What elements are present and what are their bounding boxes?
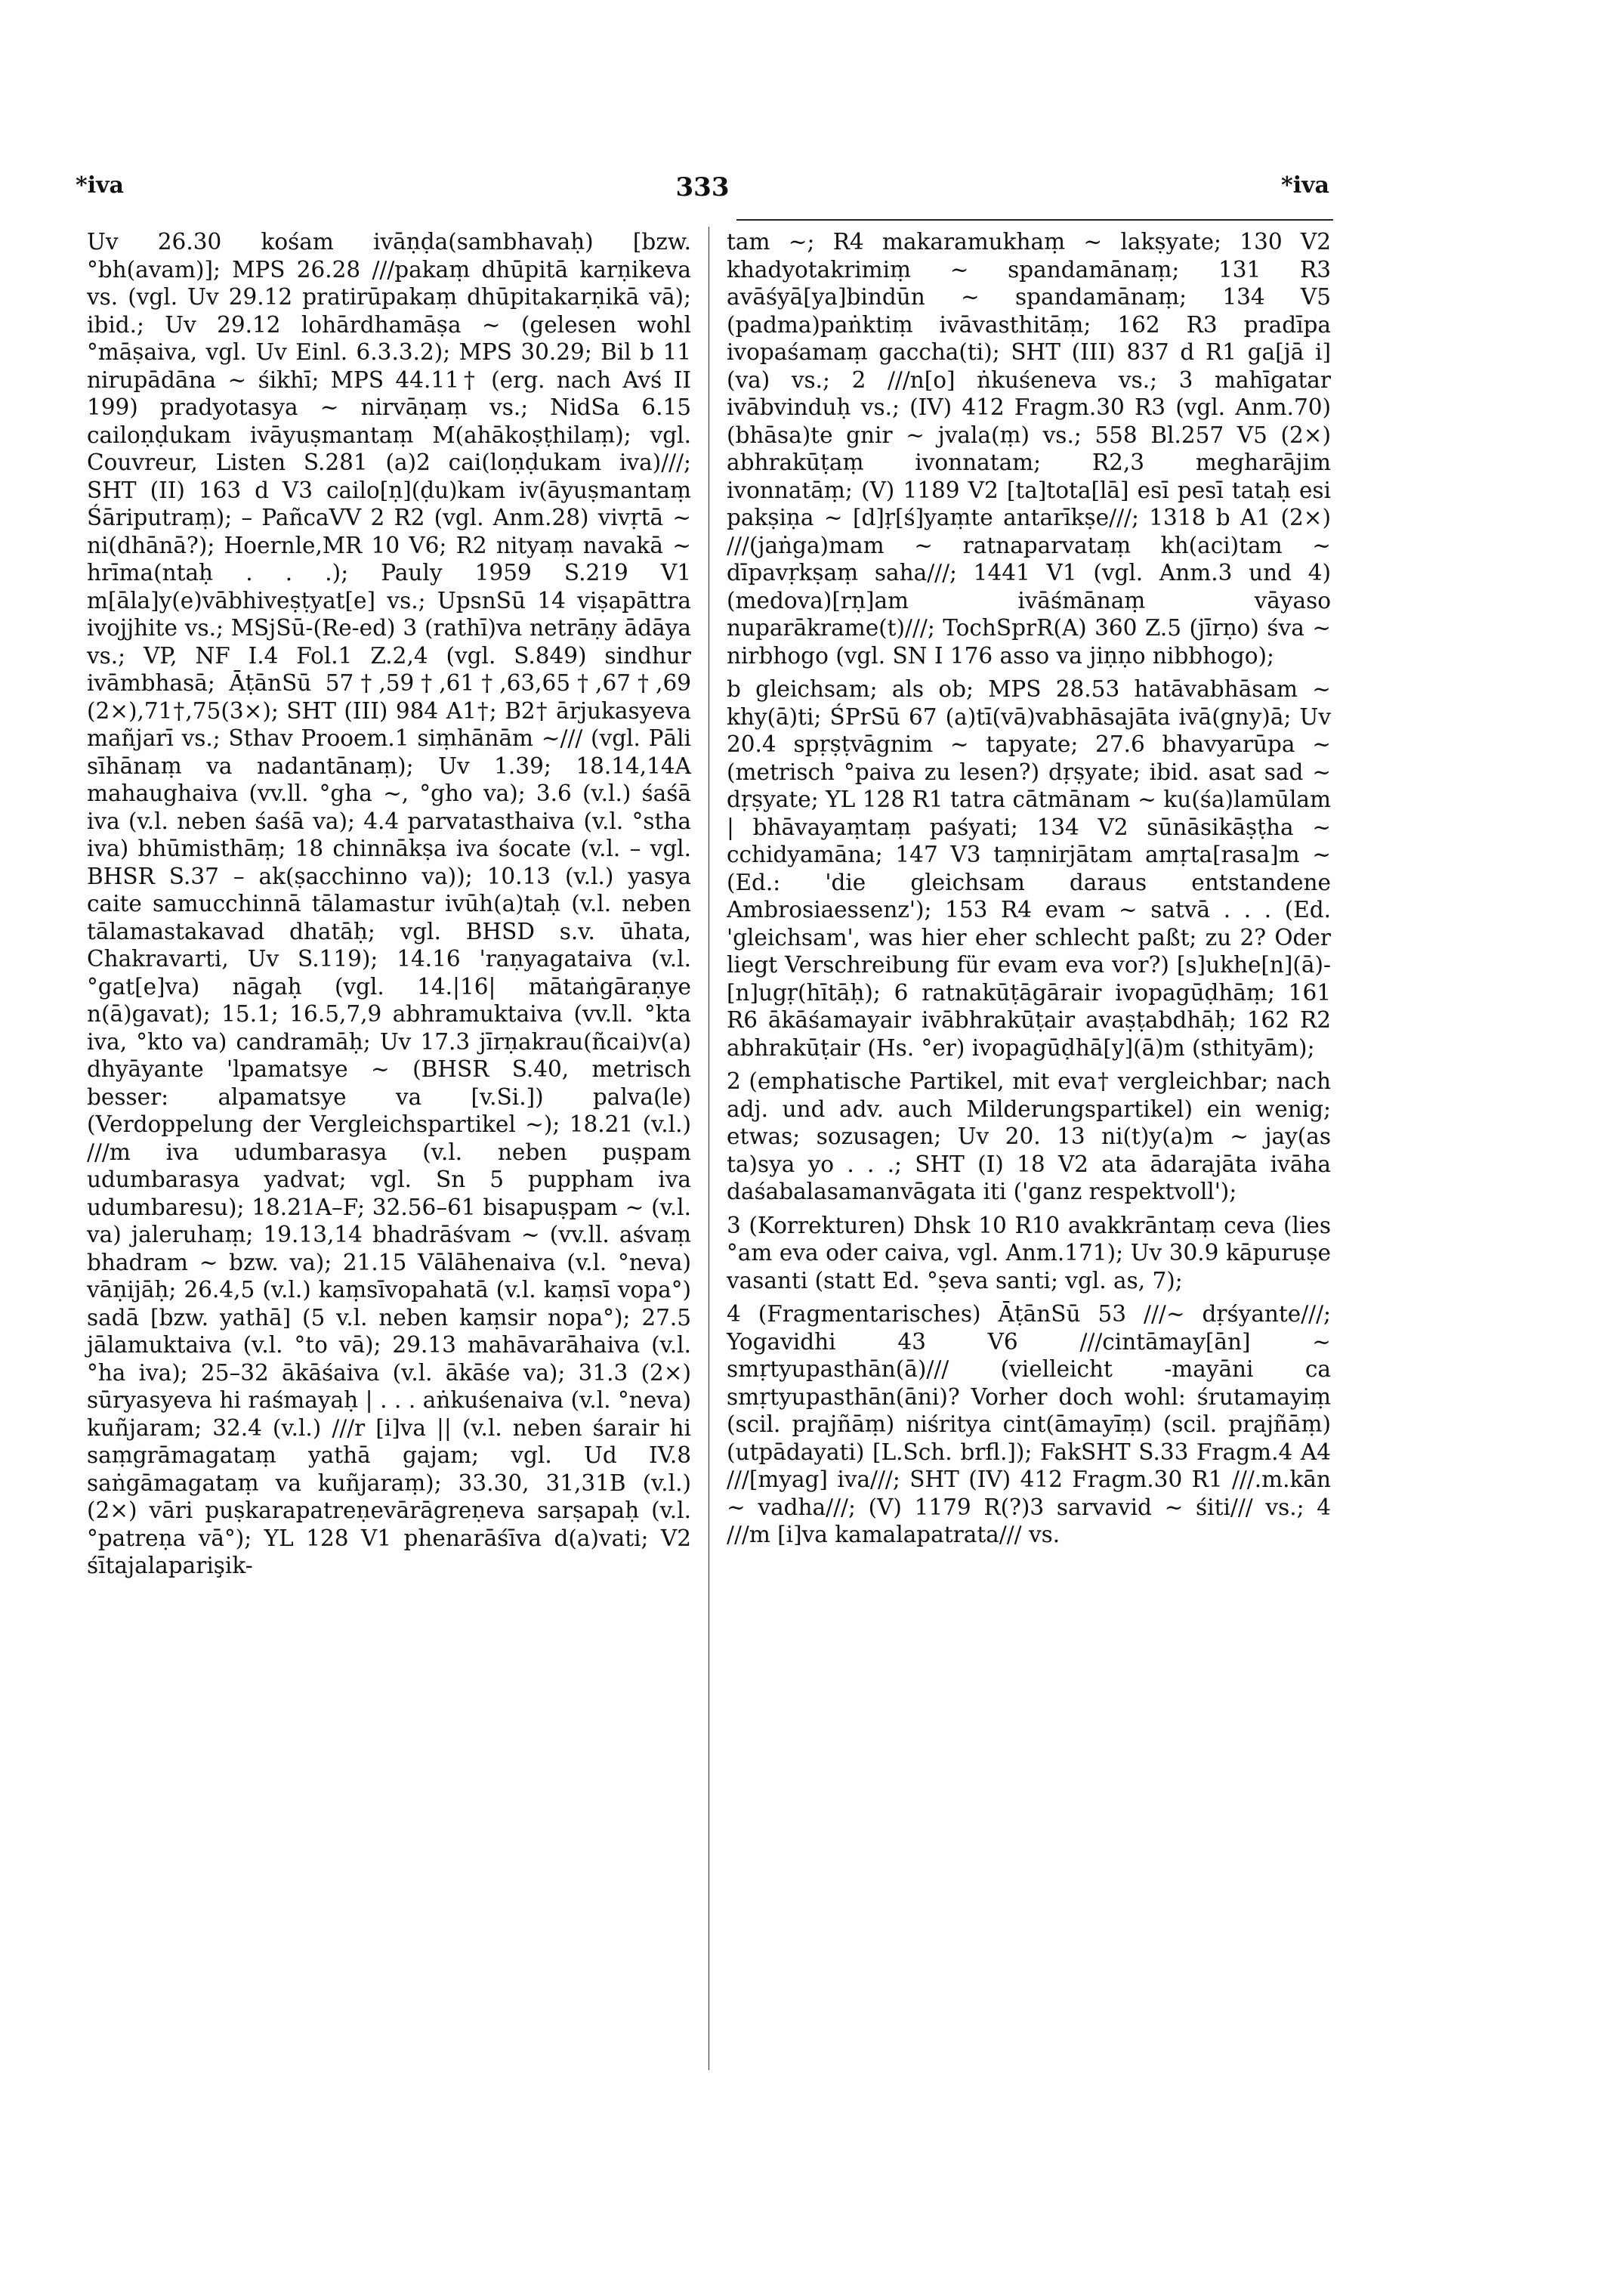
right-column-paragraph-continuation: tam ~; R4 makaramukhaṃ ~ lakṣyate; 130 V2 khadyotakrimiṃ ~ spandamānaṃ; 131 R3 avāśyā[ya]bindūn ~ spandamānaṃ; 134 V5 (padma)paṅktiṃ ivāvasthitāṃ; 162 R3 pradīpa ivopaśamaṃ gaccha(ti); SHT (III) 837 d R1 ga[jā i](va) vs.; 2 ///n[o] ṅkuśeneva vs.; 3 mahīgatar ivābvinduḥ vs.; (IV) 412 Fragm.30 R3 (vgl. Anm.70) (bhāsa)te gnir ~ jvala(ṃ) vs.; 558 Bl.257 V5 (2×) abhrakūṭaṃ ivonnatam; R2,3 megharājim ivonnatāṃ; (V) 1189 V2 [ta]tota[lā] esī pesī tataḥ esi pakṣiṇa ~ [d]ṛ[ś]yaṃte antarīkṣe///; 1318 b A1 (2×) ///(jaṅga)mam ~ ratnaparvataṃ kh(aci)tam ~ dīpavṛkṣaṃ saha///; 1441 V1 (vgl. Anm.3 und 4) (medova)[rṇ]am ivāśmānaṃ vāyaso nuparākrame(t)///; TochSprR(A) 360 Z.5 (jīrṇo) śva ~ nirbhogo (vgl. SN I 176 asso va jiṇṇo nibbhogo); <box>727 229 1331 669</box>
header-right-headword: *iva <box>1281 172 1329 199</box>
page-header <box>76 172 1329 218</box>
header-rule <box>736 219 1333 221</box>
left-column <box>87 228 691 1580</box>
right-column-paragraph-b: b gleichsam; als ob; MPS 28.53 hatāvabhāsam ~ khy(ā)ti; ŚPrSū 67 (a)tī(vā)vabhāsajāta ivā(gny)ā; Uv 20.4 spṛṣṭvāgnim ~ tapyate; 27.6 bhavyarūpa ~ (metrisch °paiva zu lesen?) dṛṣyate; ibid. asat sad ~ dṛṣyate; YL 128 R1 tatra cātmānam ~ ku(śa)lamūlam | bhāvayaṃtaṃ paśyati; 134 V2 sūnāsikāṣṭha ~ cchidyamāna; 147 V3 taṃnirjātam amṛta[rasa]m ~ (Ed.: 'die gleichsam daraus entstandene Ambrosiaessenz'); 153 R4 evam ~ satvā . . . (Ed. 'gleichsam', was hier eher schlecht paßt; zu 2? Oder liegt Verschreibung für evam eva vor?) [s]ukhe[n](ā)-[n]ugṛ(hītāḥ); 6 ratnakūṭāgārair ivopagūḍhāṃ; 161 R6 ākāśamayair ivābhrakūṭair avaṣṭabdhāḥ; 162 R2 abhrakūṭair (Hs. °er) ivopagūḍhā[y](ā)m (sthityām); <box>727 676 1331 1061</box>
page-number: 333 <box>675 172 730 202</box>
header-left-headword: *iva <box>76 172 124 199</box>
right-column-paragraph-2: 2 (emphatische Partikel, mit eva† vergleichbar; nach adj. und adv. auch Milderungspartikel) ein wenig; etwas; sozusagen; Uv 20. 13 ni(t)y(a)m ~ jay(as ta)sya yo . . .; SHT (I) 18 V2 ata ādarajāta ivāha daśabalasamanvāgata iti ('ganz respektvoll'); <box>727 1068 1331 1204</box>
right-column <box>727 228 1331 1549</box>
right-column-paragraph-4: 4 (Fragmentarisches) ĀṭānSū 53 ///~ dṛśyante///; Yogavidhi 43 V6 ///cintāmay[ān] ~ smṛtyupasthān(ā)/// (vielleicht -mayāni ca smṛtyupasthān(āni)? Vorher doch wohl: śrutamayiṃ (scil. prajñāṃ) niśritya cint(āmayīṃ) (scil. prajñāṃ) (utpādayati) [L.Sch. brfl.]); FakSHT S.33 Fragm.4 A4 ///[myag] iva///; SHT (IV) 412 Fragm.30 R1 ///.m.kān ~ vadha///; (V) 1179 R(?)3 sarvavid ~ śiti/// vs.; 4 ///m [i]va kamalapatrata/// vs. <box>727 1301 1331 1547</box>
right-column-paragraph-3: 3 (Korrekturen) Dhsk 10 R10 avakkrāntaṃ ceva (lies °am eva oder caiva, vgl. Anm.171); Uv 30.9 kāpuruṣe vasanti (statt Ed. °ṣeva santi; vgl. as, 7); <box>727 1212 1331 1293</box>
left-column-paragraph: Uv 26.30 kośam ivāṇḍa(sambhavaḥ) [bzw. °bh(avam)]; MPS 26.28 ///pakaṃ dhūpitā karṇikeva vs. (vgl. Uv 29.12 pratirūpakaṃ dhūpitakarṇikā vā); ibid.; Uv 29.12 lohārdhamāṣa ~ (gelesen wohl °māṣaiva, vgl. Uv Einl. 6.3.3.2); MPS 30.29; Bil b 11 nirupādāna ~ śikhī; MPS 44.11† (erg. nach Avś II 199) pradyotasya ~ nirvāṇaṃ vs.; NidSa 6.15 cailoṇḍukam ivāyuṣmantaṃ M(ahākoṣṭhilaṃ); vgl. Couvreur, Listen S.281 (a)2 cai(loṇḍukam iva)///; SHT (II) 163 d V3 cailo[ṇ](ḍu)kam iv(āyuṣmantaṃ Śāriputraṃ); – PañcaVV 2 R2 (vgl. Anm.28) vivṛtā ~ ni(dhānā?); Hoernle,MR 10 V6; R2 nityaṃ navakā ~ hrīma(ntaḥ . . .); Pauly 1959 S.219 V1 m[āla]y(e)vābhiveṣṭyat[e] vs.; UpsnSū 14 viṣapāttra ivojjhite vs.; MSjSū-(Re-ed) 3 (rathī)va netrāṇy ādāya vs.; VP, NF I.4 Fol.1 Z.2,4 (vgl. S.849) sindhur ivāmbhasā; ĀṭānSū 57†,59†,61†,63,65†,67†,69 (2×),71†,75(3×); SHT (III) 984 A1†; B2† ārjukasyeva mañjarī vs.; Sthav Prooem.1 siṃhānām ~/// (vgl. Pāli sīhānaṃ va nadantānaṃ); Uv 1.39; 18.14,14A mahaughaiva (vv.ll. °gha ~, °gho va); 3.6 (v.l.) śaśā iva (v.l. neben śaśā va); 4.4 parvatasthaiva (v.l. °stha iva) bhūmisthāṃ; 18 chinnākṣa iva śocate (v.l. – vgl. BHSR S.37 – ak(ṣacchinno va)); 10.13 (v.l.) yasya caite samucchinnā tālamastur ivūh(a)taḥ (v.l. neben tālamastakavad dhatāḥ; vgl. BHSD s.v. ūhata, Chakravarti, Uv S.119); 14.16 'raṇyagataiva (v.l. °gat[e]va) nāgaḥ (vgl. 14.|16| mātaṅgāraṇye n(ā)gavat); 15.1; 16.5,7,9 abhramuktaiva (vv.ll. °kta iva, °kto va) candramāḥ; Uv 17.3 jīrṇakrau(ñcai)v(a) dhyāyante 'lpamatsye ~ (BHSR S.40, metrisch besser: alpamatsye va [v.Si.]) palva(le) (Verdoppelung der Vergleichspartikel ~); 18.21 (v.l.) ///m iva udumbarasya (v.l. neben puṣpam udumbarasya yadvat; vgl. Sn 5 puppham iva udumbaresu); 18.21A–F; 32.56–61 bisapuṣpam ~ (v.l. va) jaleruhaṃ; 19.13,14 bhadrāśvam ~ (vv.ll. aśvaṃ bhadram ~ bzw. va); 21.15 Vālāhenaiva (v.l. °neva) vāṇijāḥ; 26.4,5 (v.l.) kaṃsīvopahatā (v.l. kaṃsī vopa°) sadā [bzw. yathā] (5 v.l. neben kaṃsir nopa°); 27.5 jālamuktaiva (v.l. °to vā); 29.13 mahāvarāhaiva (v.l. °ha iva); 25–32 ākāśaiva (v.l. ākāśe va); 31.3 (2×) sūryasyeva hi raśmayaḥ | . . . aṅkuśenaiva (v.l. °neva) kuñjaram; 32.4 (v.l.) ///r [i]va || (v.l. neben śarair hi saṃgrāmagataṃ yathā gajam; vgl. Ud IV.8 saṅgāmagataṃ va kuñjaraṃ); 33.30, 31,31B (v.l.) (2×) vāri puṣkarapatreṇevārāgreṇeva sarṣapaḥ (v.l. °patreṇa vā°); YL 128 V1 phenarāśīva d(a)vati; V2 śītajalaparişik- <box>87 229 691 1578</box>
